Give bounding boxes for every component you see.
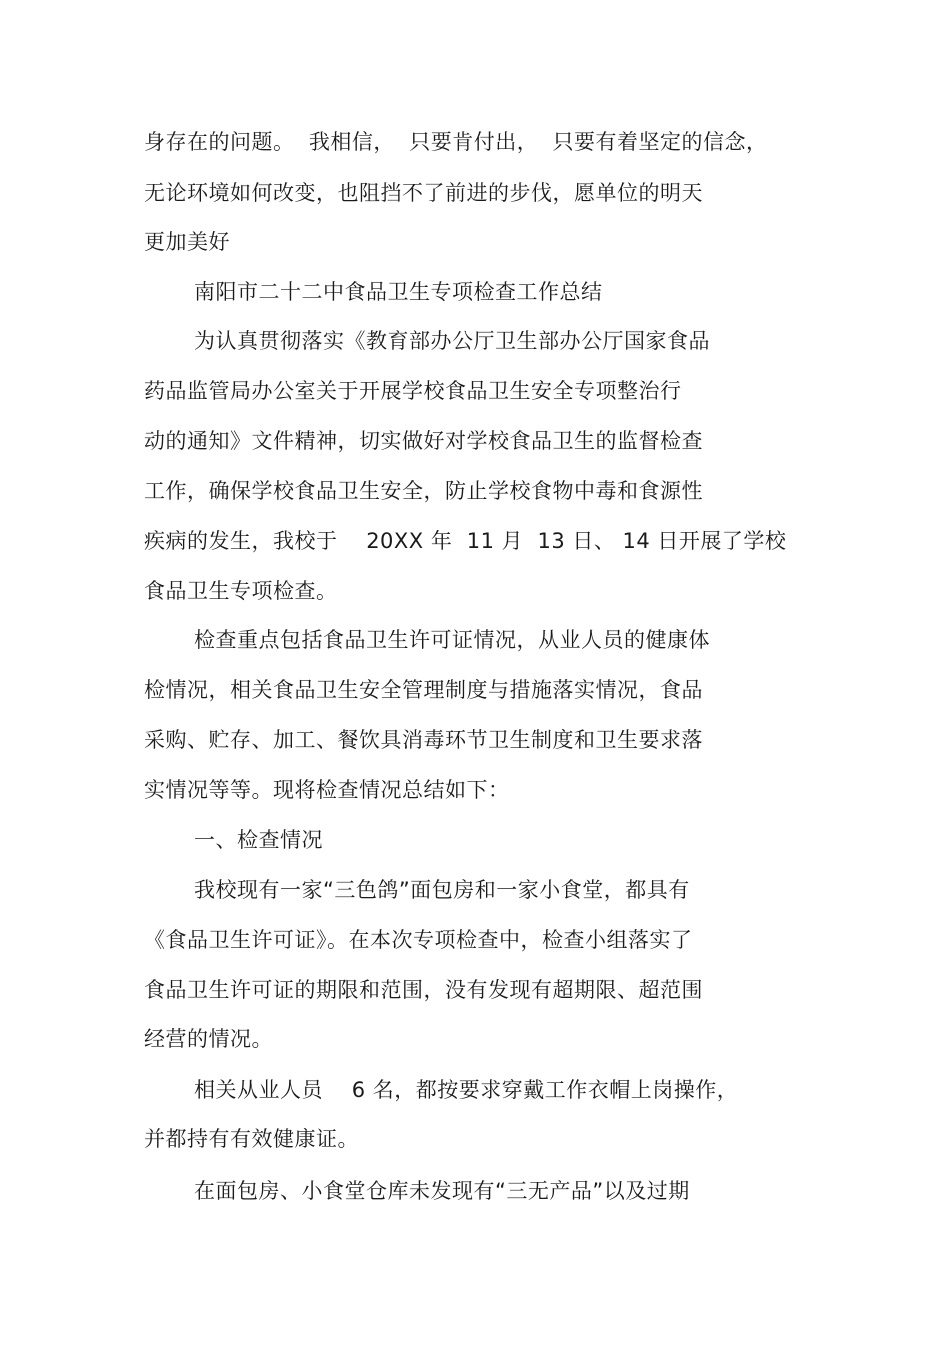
text-line: 并都持有有效健康证。 (144, 1127, 359, 1151)
text-line: 疾病的发生，我校于 20XX 年 11 月 13 日、 14 日开展了学校 (144, 529, 787, 553)
text-line: 经营的情况。 (144, 1027, 273, 1051)
text-line: 工作，确保学校食品卫生安全，防止学校食物中毒和食源性 (144, 479, 703, 503)
text-line: 为认真贯彻落实《教育部办公厅卫生部办公厅国家食品 (194, 329, 710, 353)
text-line: 采购、贮存、加工、餐饮具消毒环节卫生制度和卫生要求落 (144, 728, 703, 752)
text-line: 食品卫生许可证的期限和范围，没有发现有超期限、超范围 (144, 978, 703, 1002)
text-line: 检情况，相关食品卫生安全管理制度与措施落实情况，食品 (144, 678, 703, 702)
text-line: 在面包房、小食堂仓库未发现有“三无产品”以及过期 (194, 1179, 690, 1203)
text-line: 检查重点包括食品卫生许可证情况，从业人员的健康体 (194, 628, 710, 652)
section-title: 南阳市二十二中食品卫生专项检查工作总结 (194, 280, 603, 304)
text-line: 动的通知》文件精神，切实做好对学校食品卫生的监督检查 (144, 429, 703, 453)
text-line: 身存在的问题。 我相信， 只要肯付出， 只要有着坚定的信念， (144, 130, 768, 154)
text-line: 相关从业人员 6 名，都按要求穿戴工作衣帽上岗操作， (194, 1078, 739, 1102)
text-line: 我校现有一家“三色鸽”面包房和一家小食堂，都具有 (194, 878, 690, 902)
text-line: 更加美好 (144, 230, 230, 254)
text-line: 药品监管局办公室关于开展学校食品卫生安全专项整治行 (144, 379, 682, 403)
section-heading: 一、检查情况 (194, 828, 323, 852)
text-line: 无论环境如何改变，也阻挡不了前进的步伐，愿单位的明天 (144, 181, 703, 205)
text-line: 食品卫生专项检查。 (144, 579, 338, 603)
text-line: 《食品卫生许可证》。在本次专项检查中，检查小组落实了 (144, 928, 693, 952)
text-line: 实情况等等。现将检查情况总结如下： (144, 778, 510, 802)
